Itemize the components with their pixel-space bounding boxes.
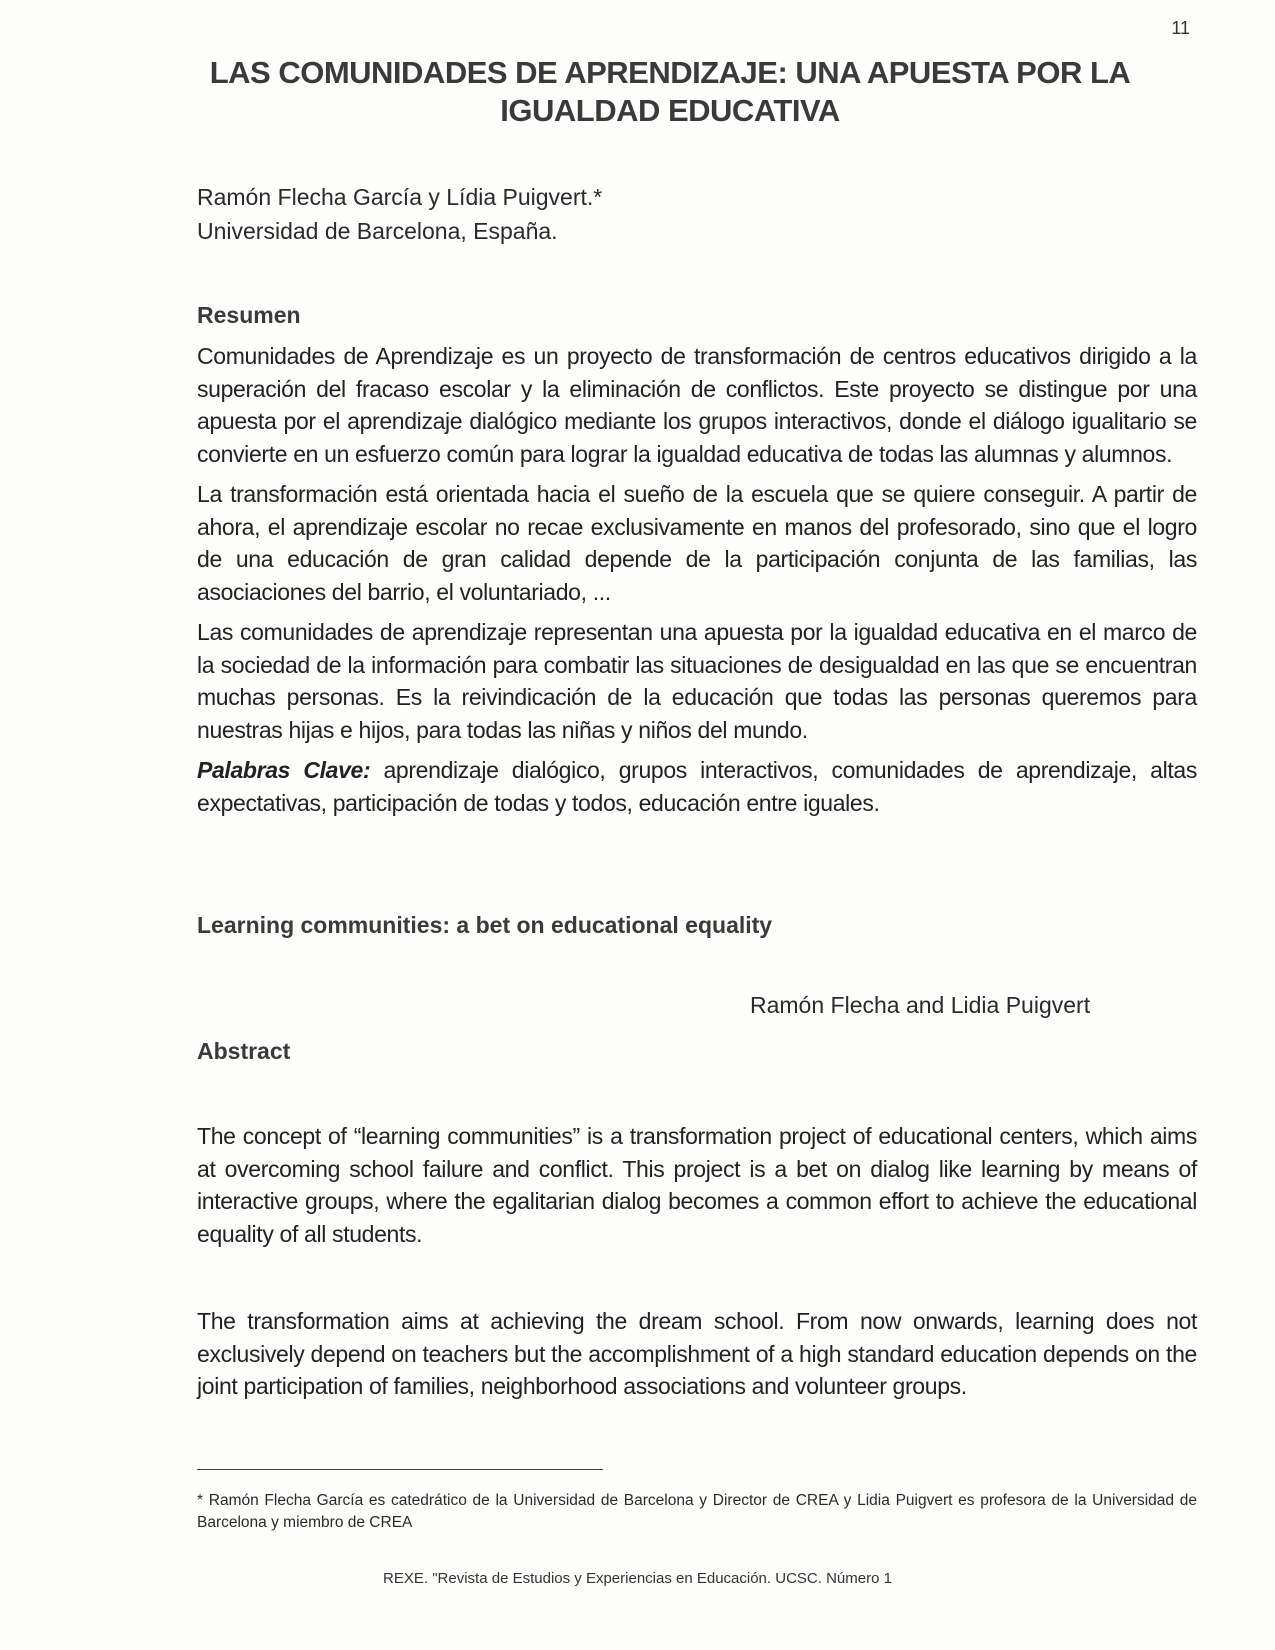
paper-title [190, 54, 1150, 130]
resumen-paragraph: Comunidades de Aprendizaje es un proyecto de transformación de centros educativos dirigido a la superación del fracaso escolar y la eliminación de conflictos. Este proyecto se distingue por una apuesta por el aprendizaje dialógico mediante los grupos interactivos, donde el diálogo igualitario se convierte en un esfuerzo común para lograr la igualdad educativa de todas las alumnas y alumnos. [197, 343, 1197, 467]
author-affiliation: Universidad de Barcelona, España. [197, 218, 558, 244]
keywords [197, 754, 1197, 819]
resumen-heading: Resumen [197, 302, 301, 328]
english-title: Learning communities: a bet on educational equality [197, 912, 773, 938]
abstract-paragraph: The concept of “learning communities” is a transformation project of educational centers, which aims at overcoming school failure and conflict. This project is a bet on dialog like learning by means of interactive groups, where the egalitarian dialog becomes a common effort to achieve the educational equality of all students. [197, 1123, 1197, 1247]
abstract-heading: Abstract [197, 1038, 291, 1064]
footnote-divider [197, 1469, 603, 1470]
english-authors: Ramón Flecha and Lidia Puigvert [750, 992, 1091, 1018]
page-number: 11 [1171, 18, 1190, 38]
title-line-1: LAS COMUNIDADES DE APRENDIZAJE: UNA APUESTA POR LA [209, 55, 1131, 90]
keywords-text: aprendizaje dialógico, grupos interactivos, comunidades de aprendizaje, altas expectativas, participación de todas y todos, educación entre iguales. [197, 757, 1197, 816]
keywords-label: Palabras Clave: [197, 757, 371, 783]
resumen-paragraph: Las comunidades de aprendizaje representan una apuesta por la igualdad educativa en el marco de la sociedad de la información para combatir las situaciones de desigualdad en las que se encuentran muchas personas. Es la reivindicación de la educación que todas las personas queremos para nuestras hijas e hijos, para todas las niñas y niños del mundo. [197, 619, 1197, 743]
footnote: * Ramón Flecha García es catedrático de la Universidad de Barcelona y Director de CREA y Lidia Puigvert es profesora de la Universidad de Barcelona y miembro de CREA [197, 1492, 1197, 1531]
journal-footer: REXE. "Revista de Estudios y Experiencias en Educación. UCSC. Número 1 [383, 1570, 892, 1587]
abstract-paragraph: The transformation aims at achieving the dream school. From now onwards, learning does not exclusively depend on teachers but the accomplishment of a high standard education depends on the joint participation of families, neighborhood associations and volunteer groups. [197, 1308, 1197, 1399]
author-block [197, 180, 602, 248]
resumen-paragraph: La transformación está orientada hacia el sueño de la escuela que se quiere conseguir. A partir de ahora, el aprendizaje escolar no recae exclusivamente en manos del profesorado, sino que el logro de una educación de gran calidad depende de la participación conjunta de las familias, las asociaciones del barrio, el voluntariado, ... [197, 481, 1197, 605]
author-names: Ramón Flecha García y Lídia Puigvert.* [197, 184, 603, 210]
resumen-body [197, 340, 1197, 827]
title-line-2: IGUALDAD EDUCATIVA [500, 93, 840, 128]
